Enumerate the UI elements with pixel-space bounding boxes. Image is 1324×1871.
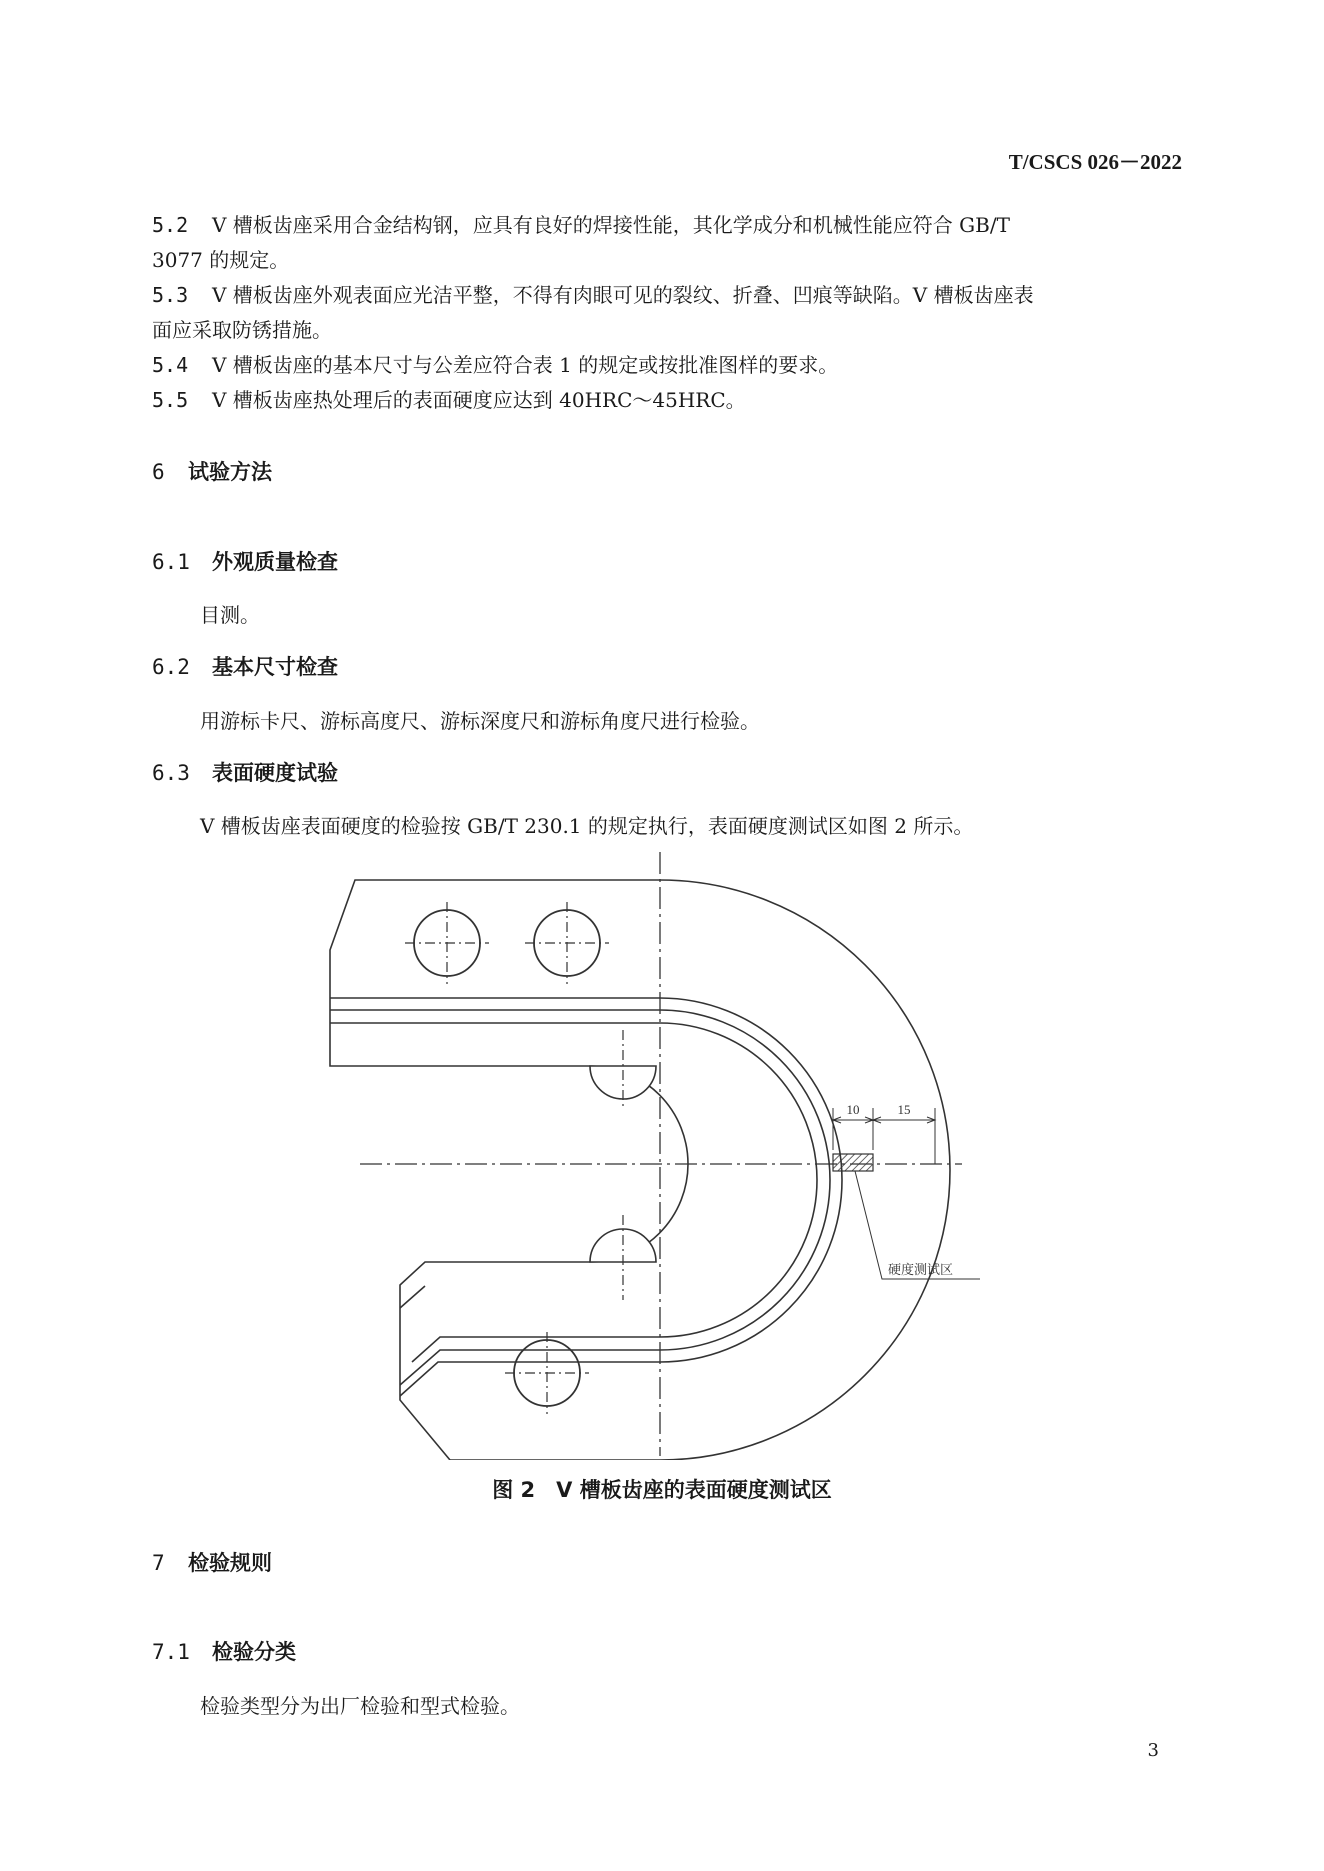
section-title: 基本尺寸检查 (212, 655, 338, 679)
dimension-label-15: 15 (897, 1102, 911, 1117)
page-number: 3 (1147, 1740, 1159, 1761)
section-7-1-heading (152, 1636, 296, 1666)
section-title: 检验分类 (212, 1640, 296, 1664)
section-number: 6 (152, 460, 165, 484)
clause-5-2-continued: 3077 的规定。 (152, 248, 290, 272)
section-6-heading (152, 456, 272, 486)
clause-number: 5.3 (152, 283, 189, 307)
section-number: 6.2 (152, 655, 190, 679)
clause-number: 5.4 (152, 353, 189, 377)
dimension-label-10: 10 (846, 1102, 860, 1117)
document-number: T/CSCS 026－2022 (1008, 150, 1182, 174)
section-6-2-body: 用游标卡尺、游标高度尺、游标深度尺和游标角度尺进行检验。 (200, 709, 760, 733)
section-title: 表面硬度试验 (212, 761, 338, 785)
section-number: 7.1 (152, 1640, 190, 1664)
section-6-1-heading (152, 546, 338, 576)
clause-5-5 (152, 383, 746, 417)
zone-label: 硬度测试区 (888, 1263, 954, 1278)
clause-text: V 槽板齿座的基本尺寸与公差应符合表 1 的规定或按批准图样的要求。 (212, 353, 839, 377)
section-title: 外观质量检查 (212, 550, 338, 574)
section-6-1-body: 目测。 (200, 603, 260, 627)
clause-5-4 (152, 348, 838, 382)
section-title: 试验方法 (188, 460, 272, 484)
section-number: 6.3 (152, 761, 190, 785)
clause-text: V 槽板齿座外观表面应光洁平整，不得有肉眼可见的裂纹、折叠、凹痕等缺陷。V 槽板齿座表 (212, 283, 1034, 307)
groove-line-inner (330, 1023, 817, 1362)
section-6-3-body: V 槽板齿座表面硬度的检验按 GB/T 230.1 的规定执行，表面硬度测试区如图 2 所示。 (200, 814, 974, 838)
v-groove-seat-drawing (300, 850, 980, 1460)
clause-number: 5.2 (152, 213, 189, 237)
section-6-3-heading (152, 757, 338, 787)
clause-5-3 (152, 278, 1034, 312)
clause-5-3-continued: 面应采取防锈措施。 (152, 318, 332, 342)
clause-5-2 (152, 208, 1010, 242)
clause-number: 5.5 (152, 388, 189, 412)
hardness-test-zone (833, 1154, 873, 1171)
section-number: 7 (152, 1551, 165, 1575)
section-7-1-body: 检验类型分为出厂检验和型式检验。 (200, 1694, 520, 1718)
clause-text: V 槽板齿座采用合金结构钢，应具有良好的焊接性能，其化学成分和机械性能应符合 GB/T (212, 213, 1010, 237)
section-6-2-heading (152, 651, 338, 681)
clause-text: V 槽板齿座热处理后的表面硬度应达到 40HRC～45HRC。 (212, 388, 746, 412)
section-number: 6.1 (152, 550, 190, 574)
figure-caption: 图 2 V 槽板齿座的表面硬度测试区 (492, 1478, 832, 1502)
section-7-heading (152, 1547, 272, 1577)
section-title: 检验规则 (188, 1551, 272, 1575)
